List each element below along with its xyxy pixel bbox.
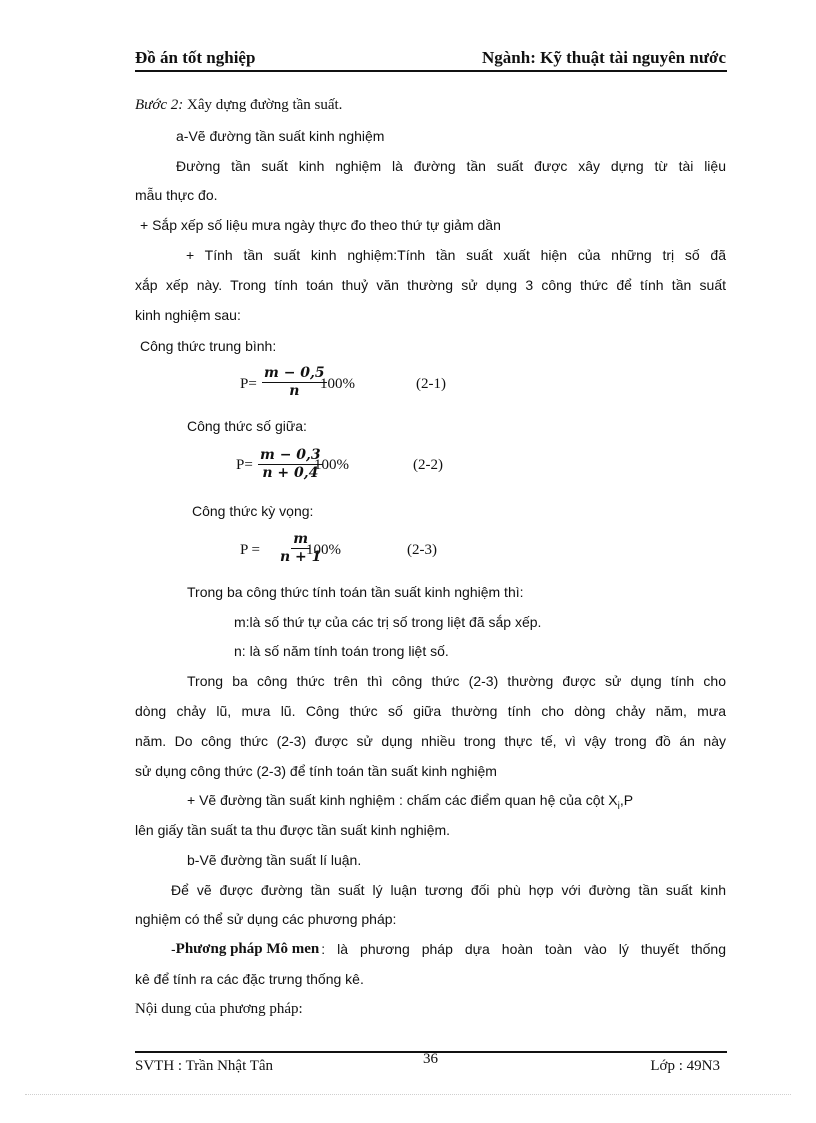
p11: Nội dung của phương pháp: bbox=[135, 1001, 303, 1017]
p8-subscript: i bbox=[617, 800, 620, 812]
formula3-numerator: m bbox=[293, 531, 309, 547]
p10-line2: kê để tính ra các đặc trưng thống kê. bbox=[135, 971, 364, 987]
header-rule bbox=[135, 70, 727, 72]
header-right: Ngành: Kỹ thuật tài nguyên nước bbox=[482, 48, 726, 67]
b-heading: b-Vẽ đường tần suất lí luận. bbox=[187, 852, 362, 868]
formula1-denominator: n bbox=[289, 383, 300, 399]
formula1-p: P= bbox=[240, 376, 257, 392]
p10-dash: - bbox=[171, 941, 176, 957]
p9-line1: Để vẽ được đường tần suất lý luận tương đối phù hợp với đường tần suất kinh bbox=[171, 882, 726, 898]
formula2-denominator: n + 0,4 bbox=[262, 465, 319, 481]
page-number: 36 bbox=[423, 1051, 438, 1067]
formula2-ref: (2-2) bbox=[413, 457, 443, 473]
p6: n: là số năm tính toán trong liệt số. bbox=[234, 643, 449, 659]
formula1-percent: 100% bbox=[320, 376, 355, 392]
p1-line1: Đường tần suất kinh nghiệm là đường tần suất được xây dựng từ tài liệu bbox=[176, 158, 726, 174]
step2-text: Xây dựng đường tần suất. bbox=[187, 97, 343, 113]
p3-line1: + Tính tần suất kinh nghiệm:Tính tần suất xuất hiện của những trị số đã bbox=[186, 247, 726, 263]
formula2-p: P= bbox=[236, 457, 253, 473]
page-edge-dots bbox=[25, 1094, 791, 1095]
p7-line1: Trong ba công thức trên thì công thức (2-3) thường được sử dụng tính cho bbox=[187, 673, 726, 689]
formula2-numerator: m − 0,3 bbox=[260, 447, 321, 463]
p1-line2: mẫu thực đo. bbox=[135, 187, 218, 203]
p10-line1 bbox=[171, 940, 726, 958]
formula3-p: P = bbox=[240, 542, 260, 558]
p3-line2: xắp xếp này. Trong tính toán thuỷ văn thường sử dụng 3 công thức để tính tần suất bbox=[135, 277, 726, 293]
p8-line2: lên giấy tần suất ta thu được tần suất kinh nghiệm. bbox=[135, 822, 451, 838]
p7-line4: sử dụng công thức (2-3) để tính toán tần suất kinh nghiệm bbox=[135, 763, 497, 779]
p2: + Sắp xếp số liệu mưa ngày thực đo theo thứ tự giảm dần bbox=[140, 217, 501, 233]
formula1-numerator: m − 0,5 bbox=[264, 365, 325, 381]
a-heading: a-Vẽ đường tần suất kinh nghiệm bbox=[176, 128, 385, 144]
formula1-ref: (2-1) bbox=[416, 376, 446, 392]
footer-left: SVTH : Trần Nhật Tân bbox=[135, 1058, 274, 1074]
step2-line bbox=[135, 96, 342, 114]
formula1-label: Công thức trung bình: bbox=[140, 338, 277, 354]
footer-right: Lớp : 49N3 bbox=[650, 1058, 720, 1074]
p3-line3: kinh nghiệm sau: bbox=[135, 307, 241, 323]
p10-rest: : là phương pháp dựa hoàn toàn vào lý thuyết thống bbox=[321, 941, 726, 957]
step2-label: Bước 2: bbox=[135, 97, 184, 113]
p4: Trong ba công thức tính toán tần suất kinh nghiệm thì: bbox=[187, 584, 524, 600]
formula3-ref: (2-3) bbox=[407, 542, 437, 558]
header-left: Đồ án tốt nghiệp bbox=[135, 48, 256, 67]
p9-line2: nghiệm có thể sử dụng các phương pháp: bbox=[135, 911, 397, 927]
p5: m:là số thứ tự của các trị số trong liệt đã sắp xếp. bbox=[234, 614, 542, 630]
p8-tail: ,P bbox=[619, 792, 634, 808]
p10-bold: Phương pháp Mô men bbox=[175, 941, 320, 957]
formula3-denominator: n + 1 bbox=[280, 549, 322, 565]
formula3-label: Công thức kỳ vọng: bbox=[192, 503, 314, 519]
formula1-fraction bbox=[262, 365, 327, 400]
p8-line1 bbox=[187, 791, 633, 816]
p7-line3: năm. Do công thức (2-3) được sử dụng nhiều trong thực tế, vì vậy trong đồ án này bbox=[135, 733, 726, 749]
formula2-percent: 100% bbox=[314, 457, 349, 473]
formula2-label: Công thức số giữa: bbox=[187, 418, 307, 434]
p8-text: + Vẽ đường tần suất kinh nghiệm : chấm các điểm quan hệ của cột X bbox=[187, 792, 618, 808]
formula3-percent: 100% bbox=[306, 542, 341, 558]
p7-line2: dòng chảy lũ, mưa lũ. Công thức số giữa thường tính cho dòng chảy năm, mưa bbox=[135, 703, 726, 719]
formula2-fraction bbox=[258, 447, 323, 482]
